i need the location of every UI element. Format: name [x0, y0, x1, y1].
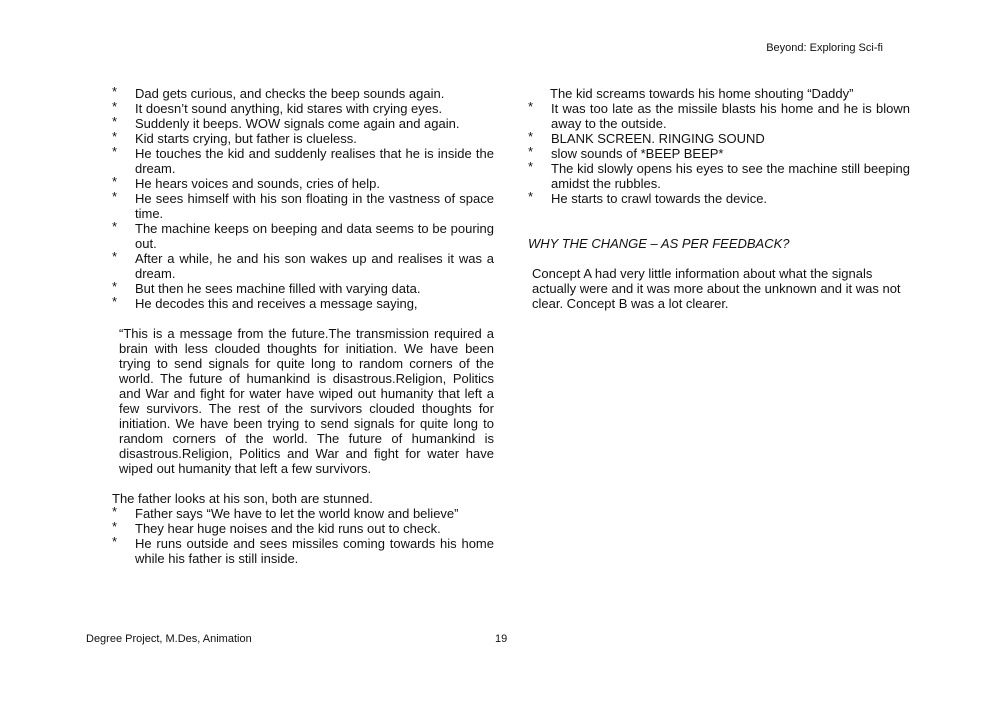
- list-item: * Dad gets curious, and checks the beep sounds again.: [112, 84, 445, 101]
- story-bullet-list-2: [112, 506, 494, 566]
- left-column: [112, 86, 494, 566]
- list-item: * Suddenly it beeps. WOW signals come again and again.: [112, 114, 460, 131]
- future-message-quote: “This is a message from the future.The transmission required a brain with less clouded thoughts for initiation. We have been trying to send signals for quite long to random corners of the world. The future of humankind is disastrous.Religion, Politics and War and fight for water have wiped out humanity that left a few survivors. The rest of the survivors clouded thoughts for initiation. We have been trying to send signals for quite long to random corners of the world. The future of humankind is disastrous.Religion, Politics and War and fight for water have wiped out humanity that left a few survivors.: [119, 326, 494, 476]
- list-item: * slow sounds of *BEEP BEEP*: [528, 144, 724, 161]
- story-bullet-list: [112, 86, 494, 311]
- feedback-heading: WHY THE CHANGE – AS PER FEEDBACK?: [528, 236, 790, 251]
- list-item: * He sees himself with his son floating in the vastness of space time.: [112, 189, 494, 221]
- list-item: * The kid slowly opens his eyes to see the machine still beeping amidst the rubbles.: [528, 159, 910, 191]
- page-number: 19: [495, 633, 508, 645]
- father-paragraph: The father looks at his son, both are stunned.: [112, 491, 373, 506]
- list-item: * He runs outside and sees missiles coming towards his home while his father is still inside.: [112, 534, 494, 566]
- footer-project: Degree Project, M.Des, Animation: [86, 633, 252, 645]
- right-intro-line: The kid screams towards his home shouting “Daddy”: [550, 86, 854, 101]
- right-column: [528, 86, 910, 311]
- running-header: Beyond: Exploring Sci-fi: [766, 42, 883, 54]
- list-item: * BLANK SCREEN. RINGING SOUND: [528, 129, 765, 146]
- list-item: * He starts to crawl towards the device.: [528, 189, 768, 206]
- list-item: * Father says “We have to let the world know and believe”: [112, 504, 459, 521]
- list-item: * After a while, he and his son wakes up and realises it was a dream.: [112, 249, 494, 281]
- list-item: * He touches the kid and suddenly realises that he is inside the dream.: [112, 144, 494, 176]
- list-item: * It was too late as the missile blasts his home and he is blown away to the outside.: [528, 99, 910, 131]
- list-item: * The machine keeps on beeping and data seems to be pouring out.: [112, 219, 494, 251]
- list-item: * It doesn’t sound anything, kid stares with crying eyes.: [112, 99, 443, 116]
- list-item: * He decodes this and receives a message saying,: [112, 294, 418, 311]
- ending-bullet-list: [528, 101, 910, 206]
- list-item: * They hear huge noises and the kid runs out to check.: [112, 519, 441, 536]
- list-item: * He hears voices and sounds, cries of help.: [112, 174, 380, 191]
- list-item: * Kid starts crying, but father is clueless.: [112, 129, 357, 146]
- concept-paragraph: Concept A had very little information about what the signals actually were and it was more about the unknown and it was not clear. Concept B was a lot clearer.: [532, 266, 901, 311]
- list-item: * But then he sees machine filled with varying data.: [112, 279, 421, 296]
